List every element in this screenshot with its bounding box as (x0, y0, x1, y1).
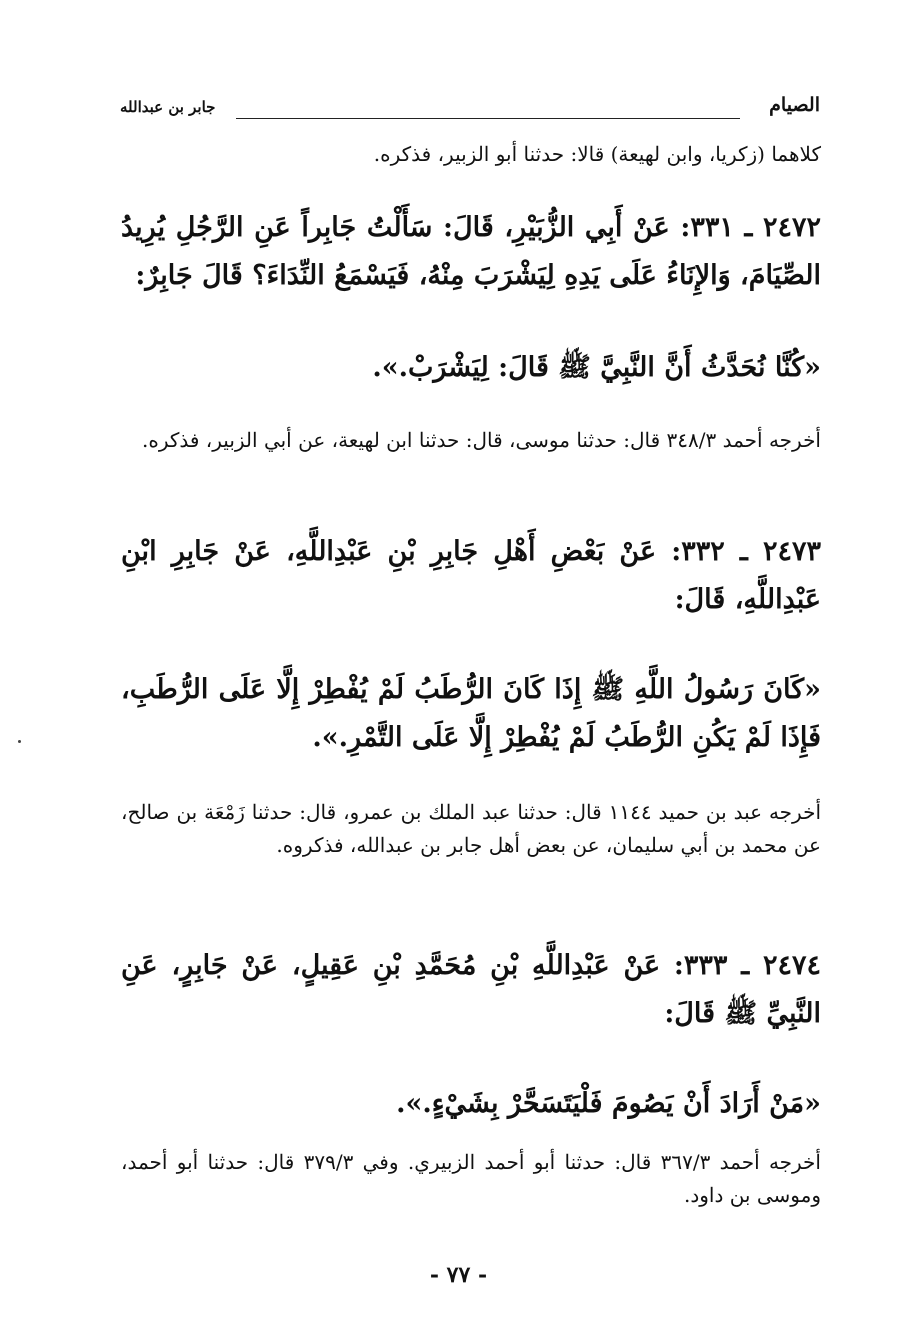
quote-2472: «كُنَّا نُحَدَّثُ أَنَّ النَّبِيَّ ﷺ قَالَ: لِيَشْرَبْ.». (372, 352, 821, 383)
hadith-2474: ٢٤٧٤ ـ ٣٣٣: عَنْ عَبْدِاللَّهِ بْنِ مُحَمَّدِ بْنِ عَقِيلٍ، عَنْ جَابِرٍ، عَنِ النَّبِيِّ ﷺ قَالَ: (121, 950, 821, 1029)
header-rule (236, 118, 740, 119)
quote-2473: «كَانَ رَسُولُ اللَّهِ ﷺ إِذَا كَانَ الرُّطَبُ لَمْ يُفْطِرْ إِلَّا عَلَى الرُّطَبِ، فَإِذَا لَمْ يَكُنِ الرُّطَبُ لَمْ يُفْطِرْ إِلَّا عَلَى التَّمْرِ.». (121, 674, 821, 753)
takhrij-2473: أخرجه عبد بن حميد ١١٤٤ قال: حدثنا عبد الملك بن عمرو، قال: حدثنا زَمْعَة بن صالح، عن محمد بن أبي سليمان، عن بعض أهل جابر بن عبدالله، فذكروه. (121, 800, 822, 857)
page-number: - ٧٧ - (429, 1262, 488, 1288)
note-continuation: كلاهما (زكريا، وابن لهيعة) قالا: حدثنا أبو الزبير، فذكره. (373, 142, 821, 166)
quote-2474: «مَنْ أَرَادَ أَنْ يَصُومَ فَلْيَتَسَحَّرْ بِشَيْءٍ.». (396, 1088, 821, 1119)
takhrij-2472: أخرجه أحمد ٣٤٨/٣ قال: حدثنا موسى، قال: حدثنا ابن لهيعة، عن أبي الزبير، فذكره. (142, 428, 821, 452)
chapter-title: الصيام (769, 94, 820, 116)
running-header (120, 92, 820, 132)
hadith-2473: ٢٤٧٣ ـ ٣٣٢: عَنْ بَعْضِ أَهْلِ جَابِرِ بْنِ عَبْدِاللَّهِ، عَنْ جَابِرِ ابْنِ عَبْدِاللَّهِ، قَالَ: (121, 536, 821, 615)
takhrij-2474: أخرجه أحمد ٣٦٧/٣ قال: حدثنا أبو أحمد الزبيري. وفي ٣٧٩/٣ قال: حدثنا أبو أحمد، وموسى بن داود. (121, 1150, 821, 1207)
hadith-2472: ٢٤٧٢ ـ ٣٣١: عَنْ أَبِي الزُّبَيْرِ، قَالَ: سَأَلْتُ جَابِراً عَنِ الرَّجُلِ يُرِيدُ الصِّيَامَ، وَالإِنَاءُ عَلَى يَدِهِ لِيَشْرَبَ مِنْهُ، فَيَسْمَعُ النِّدَاءَ؟ قَالَ جَابِرٌ: (121, 212, 821, 291)
section-title: جابر بن عبدالله (120, 98, 216, 116)
scan-speck (18, 740, 21, 743)
